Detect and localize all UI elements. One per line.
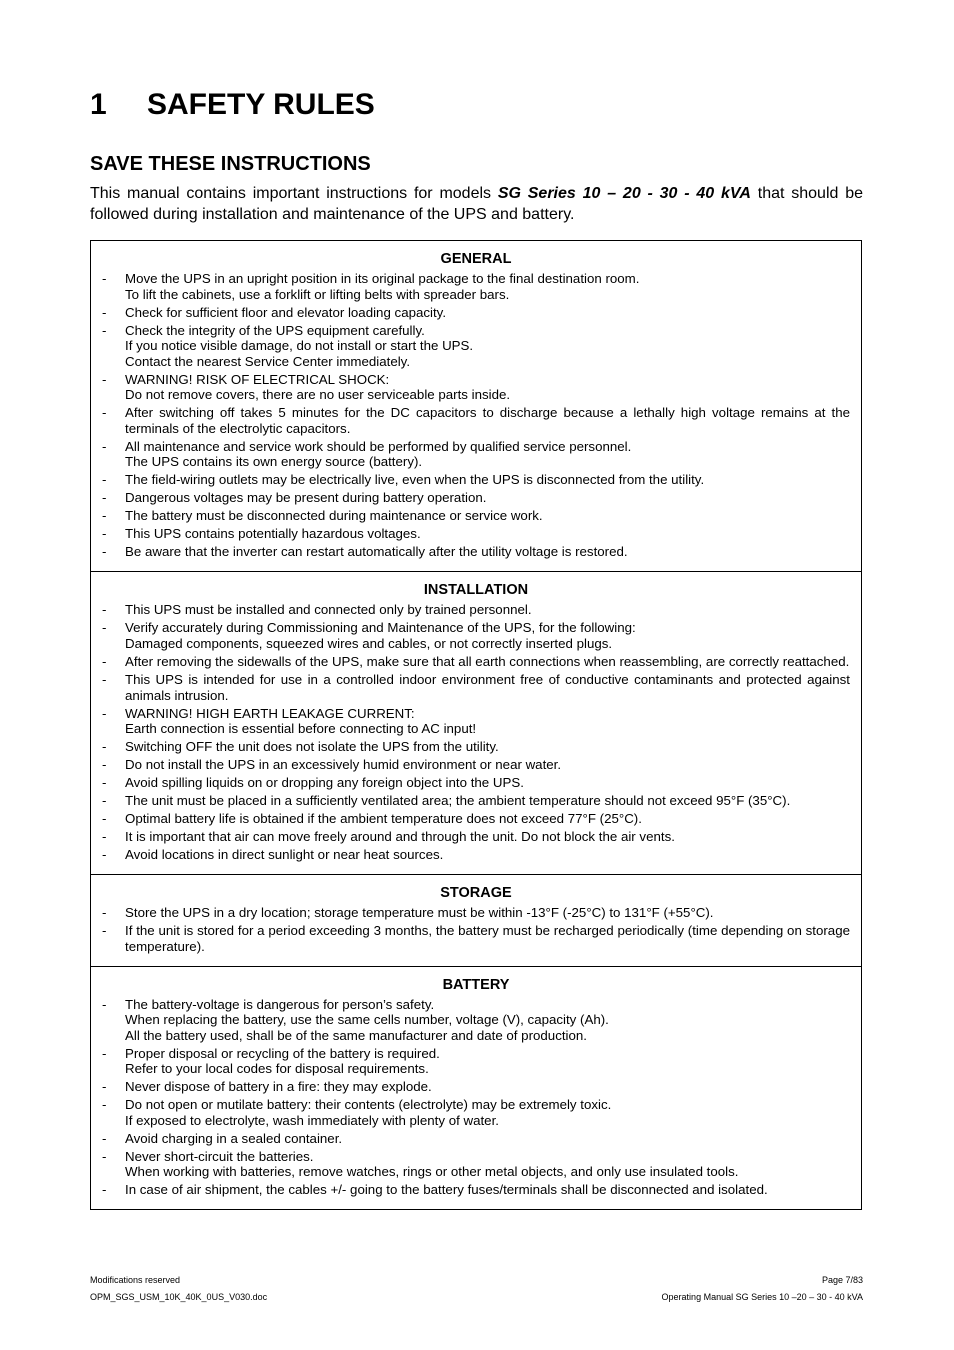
section-battery xyxy=(91,967,861,1210)
rule-item xyxy=(102,654,850,670)
rule-line: To lift the cabinets, use a forklift or lifting belts with spreader bars. xyxy=(125,286,510,302)
rule-line: - Verify accurately during Commissioning and Maintenance of the UPS, for the following: xyxy=(125,620,636,636)
rule-item xyxy=(102,793,850,809)
rule-line: - Switching OFF the unit does not isolate the UPS from the utility. xyxy=(125,739,499,755)
rule-item xyxy=(102,1182,850,1198)
intro-text-after: that should be followed during installation and maintenance of the UPS and battery. xyxy=(90,185,864,223)
rule-line: - This UPS is intended for use in a controlled indoor environment free of conductive contaminants and protected against animals intrusion. xyxy=(125,671,850,703)
rule-line: Damaged components, squeezed wires and cables, or not correctly inserted plugs. xyxy=(125,635,613,651)
rule-item xyxy=(102,739,850,755)
rule-line: - After removing the sidewalls of the UPS, make sure that all earth connections when reassembling, are correctly reattached. xyxy=(125,653,850,669)
rule-line: - Store the UPS in a dry location; storage temperature must be within -13°F (-25°C) to 131°F (+55°C). xyxy=(125,904,714,920)
rule-line: - In case of air shipment, the cables +/- going to the battery fuses/terminals shall be disconnected and isolated. xyxy=(125,1182,768,1198)
rule-item xyxy=(102,706,850,737)
rule-item xyxy=(102,775,850,791)
rule-line: Contact the nearest Service Center immediately. xyxy=(125,353,411,369)
rule-line: - Never short-circuit the batteries. xyxy=(125,1148,314,1164)
rule-item xyxy=(102,1149,850,1180)
intro-paragraph xyxy=(90,183,863,225)
rule-item xyxy=(102,829,850,845)
section-title: GENERAL xyxy=(440,251,512,267)
rule-line: When replacing the battery, use the same cells number, voltage (V), capacity (Ah). xyxy=(125,1012,609,1028)
rule-line: All the battery used, shall be of the same manufacturer and date of production. xyxy=(125,1027,587,1043)
rule-line: - Be aware that the inverter can restart automatically after the utility voltage is restored. xyxy=(125,544,628,560)
rule-item xyxy=(102,544,850,560)
rule-line: - Do not open or mutilate battery: their contents (electrolyte) may be extremely toxic. xyxy=(125,1097,612,1113)
rule-line: - WARNING! RISK OF ELECTRICAL SHOCK: xyxy=(125,371,390,387)
section-general xyxy=(91,241,861,572)
page-heading xyxy=(90,88,375,122)
rule-line: - Avoid spilling liquids on or dropping any foreign object into the UPS. xyxy=(125,775,524,791)
rule-item xyxy=(102,405,850,436)
rule-item xyxy=(102,323,850,370)
rule-line: - The field-wiring outlets may be electrically live, even when the UPS is disconnected from the utility. xyxy=(125,472,705,488)
rule-item xyxy=(102,672,850,703)
rule-line: Do not remove covers, there are no user serviceable parts inside. xyxy=(125,387,511,403)
section-installation xyxy=(91,572,861,875)
rule-item xyxy=(102,526,850,542)
rule-line: - This UPS must be installed and connected only by trained personnel. xyxy=(125,602,532,618)
rule-item xyxy=(102,847,850,863)
rule-line: - Dangerous voltages may be present during battery operation. xyxy=(125,490,487,506)
rule-line: - The battery-voltage is dangerous for person’s safety. xyxy=(125,996,435,1012)
rule-line: - After switching off takes 5 minutes for the DC capacitors to discharge because a lethally high voltage remains at the terminals of the electrolytic capacitors. xyxy=(125,405,850,436)
section-title: STORAGE xyxy=(440,884,512,901)
section-title: BATTERY xyxy=(442,976,510,993)
rule-item xyxy=(102,923,850,954)
rule-item xyxy=(102,602,850,618)
rule-line: If exposed to electrolyte, wash immediately with plenty of water. xyxy=(125,1112,499,1128)
rule-line: - Proper disposal or recycling of the battery is required. xyxy=(125,1045,440,1061)
safety-rules-table xyxy=(90,240,862,1210)
rule-item xyxy=(102,271,850,302)
intro-text-before: This manual contains important instructions for models xyxy=(90,185,498,202)
rule-item xyxy=(102,905,850,921)
rule-line: - All maintenance and service work should be performed by qualified service personnel. xyxy=(125,438,632,454)
rule-line: - The battery must be disconnected during maintenance or service work. xyxy=(125,508,543,524)
rule-line: - WARNING! HIGH EARTH LEAKAGE CURRENT: xyxy=(125,705,415,721)
rule-line: The UPS contains its own energy source (battery). xyxy=(125,454,423,470)
footer-modifications: Modifications reserved xyxy=(90,1275,181,1285)
rule-line: - Check the integrity of the UPS equipment carefully. xyxy=(125,322,425,338)
rule-item xyxy=(102,439,850,470)
rule-item xyxy=(102,1097,850,1128)
rule-item xyxy=(102,1131,850,1147)
heading-title: SAFETY RULES xyxy=(147,88,375,121)
rule-list xyxy=(102,997,850,1198)
footer-filename: OPM_SGS_USM_10K_40K_0US_V030.doc xyxy=(90,1292,268,1302)
intro-model: SG Series 10 – 20 - 30 - 40 kVA xyxy=(497,185,751,202)
rule-item xyxy=(102,472,850,488)
rule-line: - Avoid locations in direct sunlight or near heat sources. xyxy=(125,847,444,862)
rule-list xyxy=(102,602,850,862)
rule-item xyxy=(102,997,850,1044)
rule-item xyxy=(102,1079,850,1095)
rule-item xyxy=(102,757,850,773)
section-storage xyxy=(91,875,861,967)
footer-page-number: Page 7/83 xyxy=(821,1275,863,1285)
rule-line: - This UPS contains potentially hazardous voltages. xyxy=(125,526,421,542)
subheading: SAVE THESE INSTRUCTIONS xyxy=(90,153,371,175)
rule-line: - Avoid charging in a sealed container. xyxy=(125,1130,343,1146)
rule-line: If you notice visible damage, do not install or start the UPS. xyxy=(125,338,474,354)
rule-line: - Never dispose of battery in a fire: they may explode. xyxy=(125,1079,432,1095)
section-title: INSTALLATION xyxy=(423,582,529,599)
rule-line: - Do not install the UPS in an excessively humid environment or near water. xyxy=(125,757,562,773)
rule-line: - Move the UPS in an upright position in its original package to the final destination room. xyxy=(125,271,640,286)
rule-line: - Optimal battery life is obtained if the ambient temperature does not exceed 77°F (25°C). xyxy=(125,811,642,827)
rule-line: - It is important that air can move freely around and through the unit. Do not block the air vents. xyxy=(125,829,675,845)
rule-item xyxy=(102,305,850,321)
rule-item xyxy=(102,490,850,506)
rule-list xyxy=(102,905,850,954)
rule-item xyxy=(102,372,850,403)
rule-list xyxy=(102,271,850,560)
rule-line: - If the unit is stored for a period exceeding 3 months, the battery must be recharged periodically (time depending on storage temperature). xyxy=(125,922,850,954)
rule-line: Refer to your local codes for disposal requirements. xyxy=(125,1061,429,1077)
rule-item xyxy=(102,620,850,651)
rule-item xyxy=(102,811,850,827)
rule-line: When working with batteries, remove watches, rings or other metal objects, and only use insulated tools. xyxy=(125,1164,739,1180)
footer-manual-title: Operating Manual SG Series 10 –20 – 30 - 40 kVA xyxy=(661,1292,863,1302)
heading-number: 1 xyxy=(90,88,107,121)
rule-line: - Check for sufficient floor and elevator loading capacity. xyxy=(125,304,447,320)
rule-item xyxy=(102,1046,850,1077)
rule-line: - The unit must be placed in a sufficiently ventilated area; the ambient temperature should not exceed 95°F (35°C). xyxy=(125,793,791,809)
rule-item xyxy=(102,508,850,524)
rule-line: Earth connection is essential before connecting to AC input! xyxy=(125,721,477,737)
